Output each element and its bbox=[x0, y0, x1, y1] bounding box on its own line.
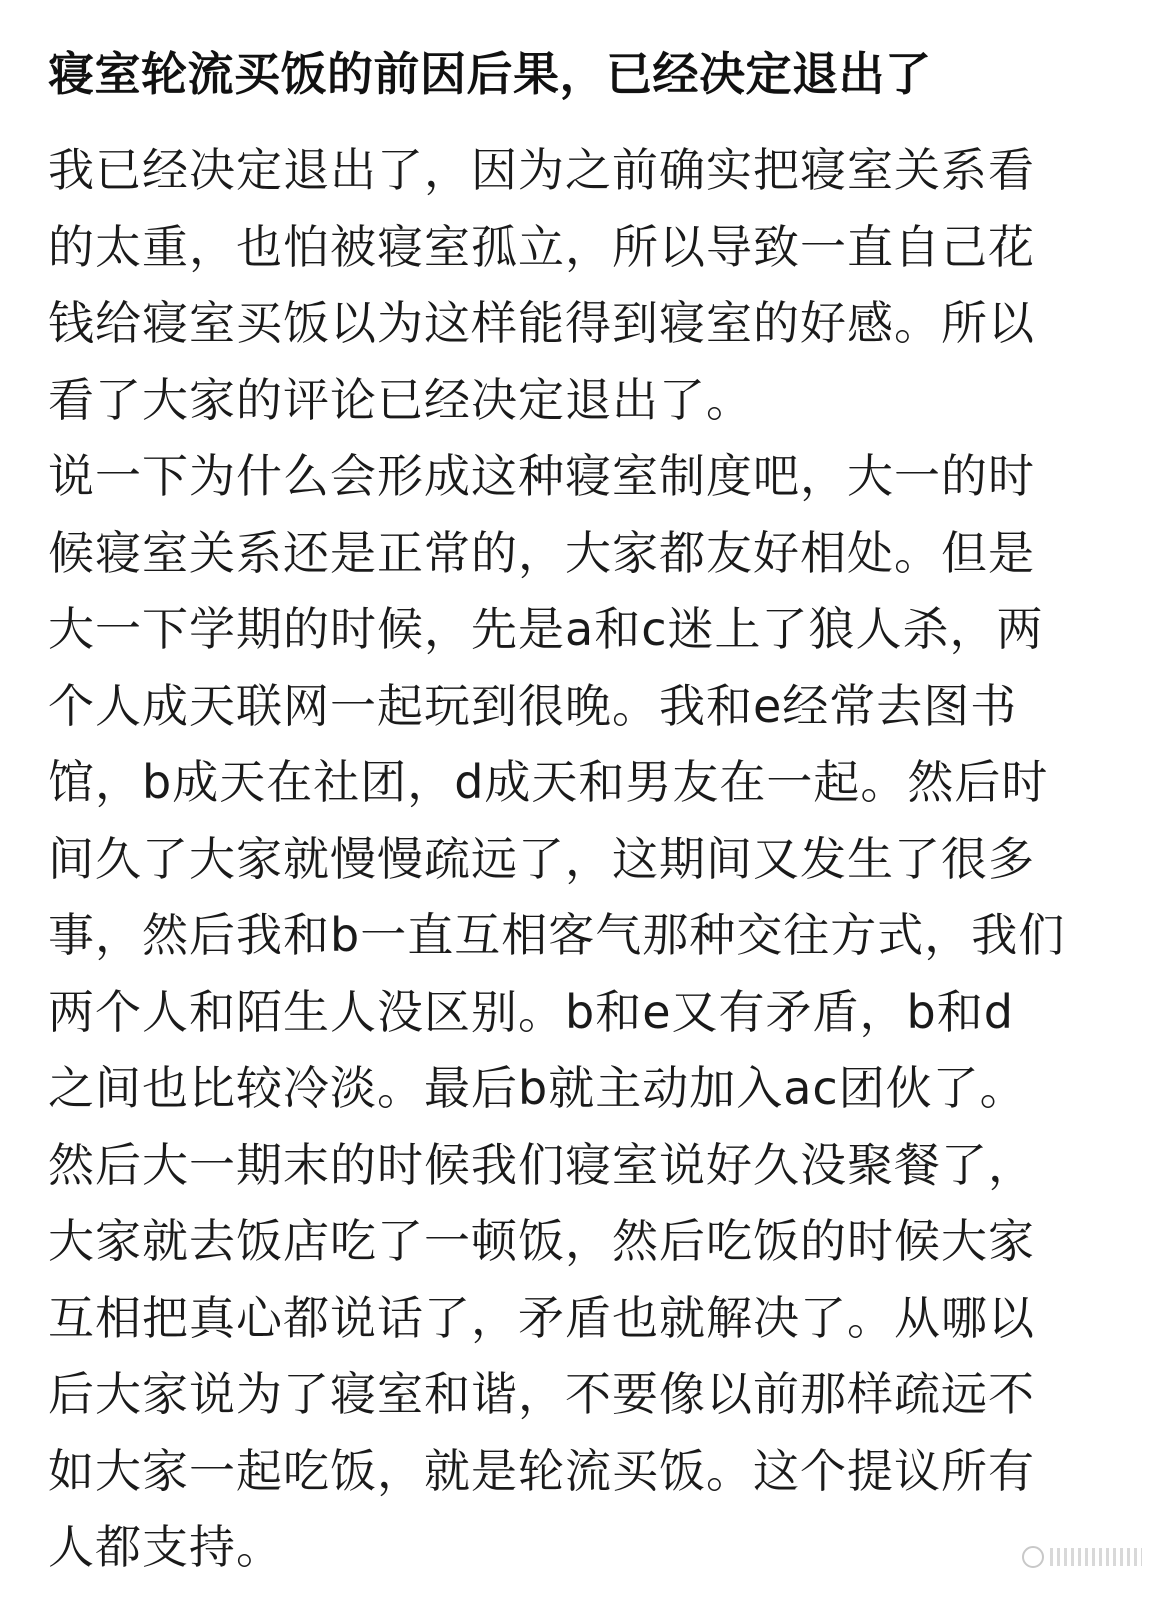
post-line: 之间也比较冷淡。最后b就主动加入ac团伙了。 bbox=[48, 1061, 1027, 1115]
watermark-circle-icon bbox=[1022, 1546, 1044, 1568]
post-line: 后大家说为了寝室和谐，不要像以前那样疏远不 bbox=[48, 1367, 1035, 1421]
post-title: 寝室轮流买饭的前因后果，已经决定退出了 bbox=[48, 47, 932, 101]
post-body bbox=[48, 132, 1118, 1586]
post-line: 的太重，也怕被寝室孤立，所以导致一直自己花 bbox=[48, 219, 1035, 274]
weibo-watermark-icon bbox=[1022, 1545, 1142, 1569]
post-line: 互相把真心都说话了，矛盾也就解决了。从哪以 bbox=[48, 1290, 1035, 1345]
post bbox=[48, 40, 1118, 1586]
post-line: 事，然后我和b一直互相客气那种交往方式，我们 bbox=[48, 908, 1066, 962]
post-line: 个人成天联网一起玩到很晚。我和e经常去图书 bbox=[48, 678, 1018, 733]
post-line: 馆，b成天在社团，d成天和男友在一起。然后时 bbox=[48, 755, 1049, 809]
watermark-text-mark bbox=[1050, 1548, 1142, 1566]
post-line: 看了大家的评论已经决定退出了。 bbox=[48, 372, 753, 427]
post-line: 间久了大家就慢慢疏远了，这期间又发生了很多 bbox=[48, 831, 1035, 886]
post-line: 然后大一期末的时候我们寝室说好久没聚餐了， bbox=[48, 1137, 1035, 1192]
post-line: 说一下为什么会形成这种寝室制度吧，大一的时 bbox=[48, 449, 1035, 503]
post-line: 人都支持。 bbox=[48, 1520, 283, 1574]
post-line: 钱给寝室买饭以为这样能得到寝室的好感。所以 bbox=[48, 296, 1035, 350]
post-line: 两个人和陌生人没区别。b和e又有矛盾，b和d bbox=[48, 984, 1014, 1039]
post-line: 大一下学期的时候，先是a和c迷上了狼人杀，两 bbox=[48, 602, 1044, 656]
post-line: 大家就去饭店吃了一顿饭，然后吃饭的时候大家 bbox=[48, 1214, 1035, 1268]
post-line: 我已经决定退出了，因为之前确实把寝室关系看 bbox=[48, 143, 1035, 197]
post-line: 如大家一起吃饭，就是轮流买饭。这个提议所有 bbox=[48, 1443, 1035, 1498]
post-line: 候寝室关系还是正常的，大家都友好相处。但是 bbox=[48, 525, 1035, 580]
